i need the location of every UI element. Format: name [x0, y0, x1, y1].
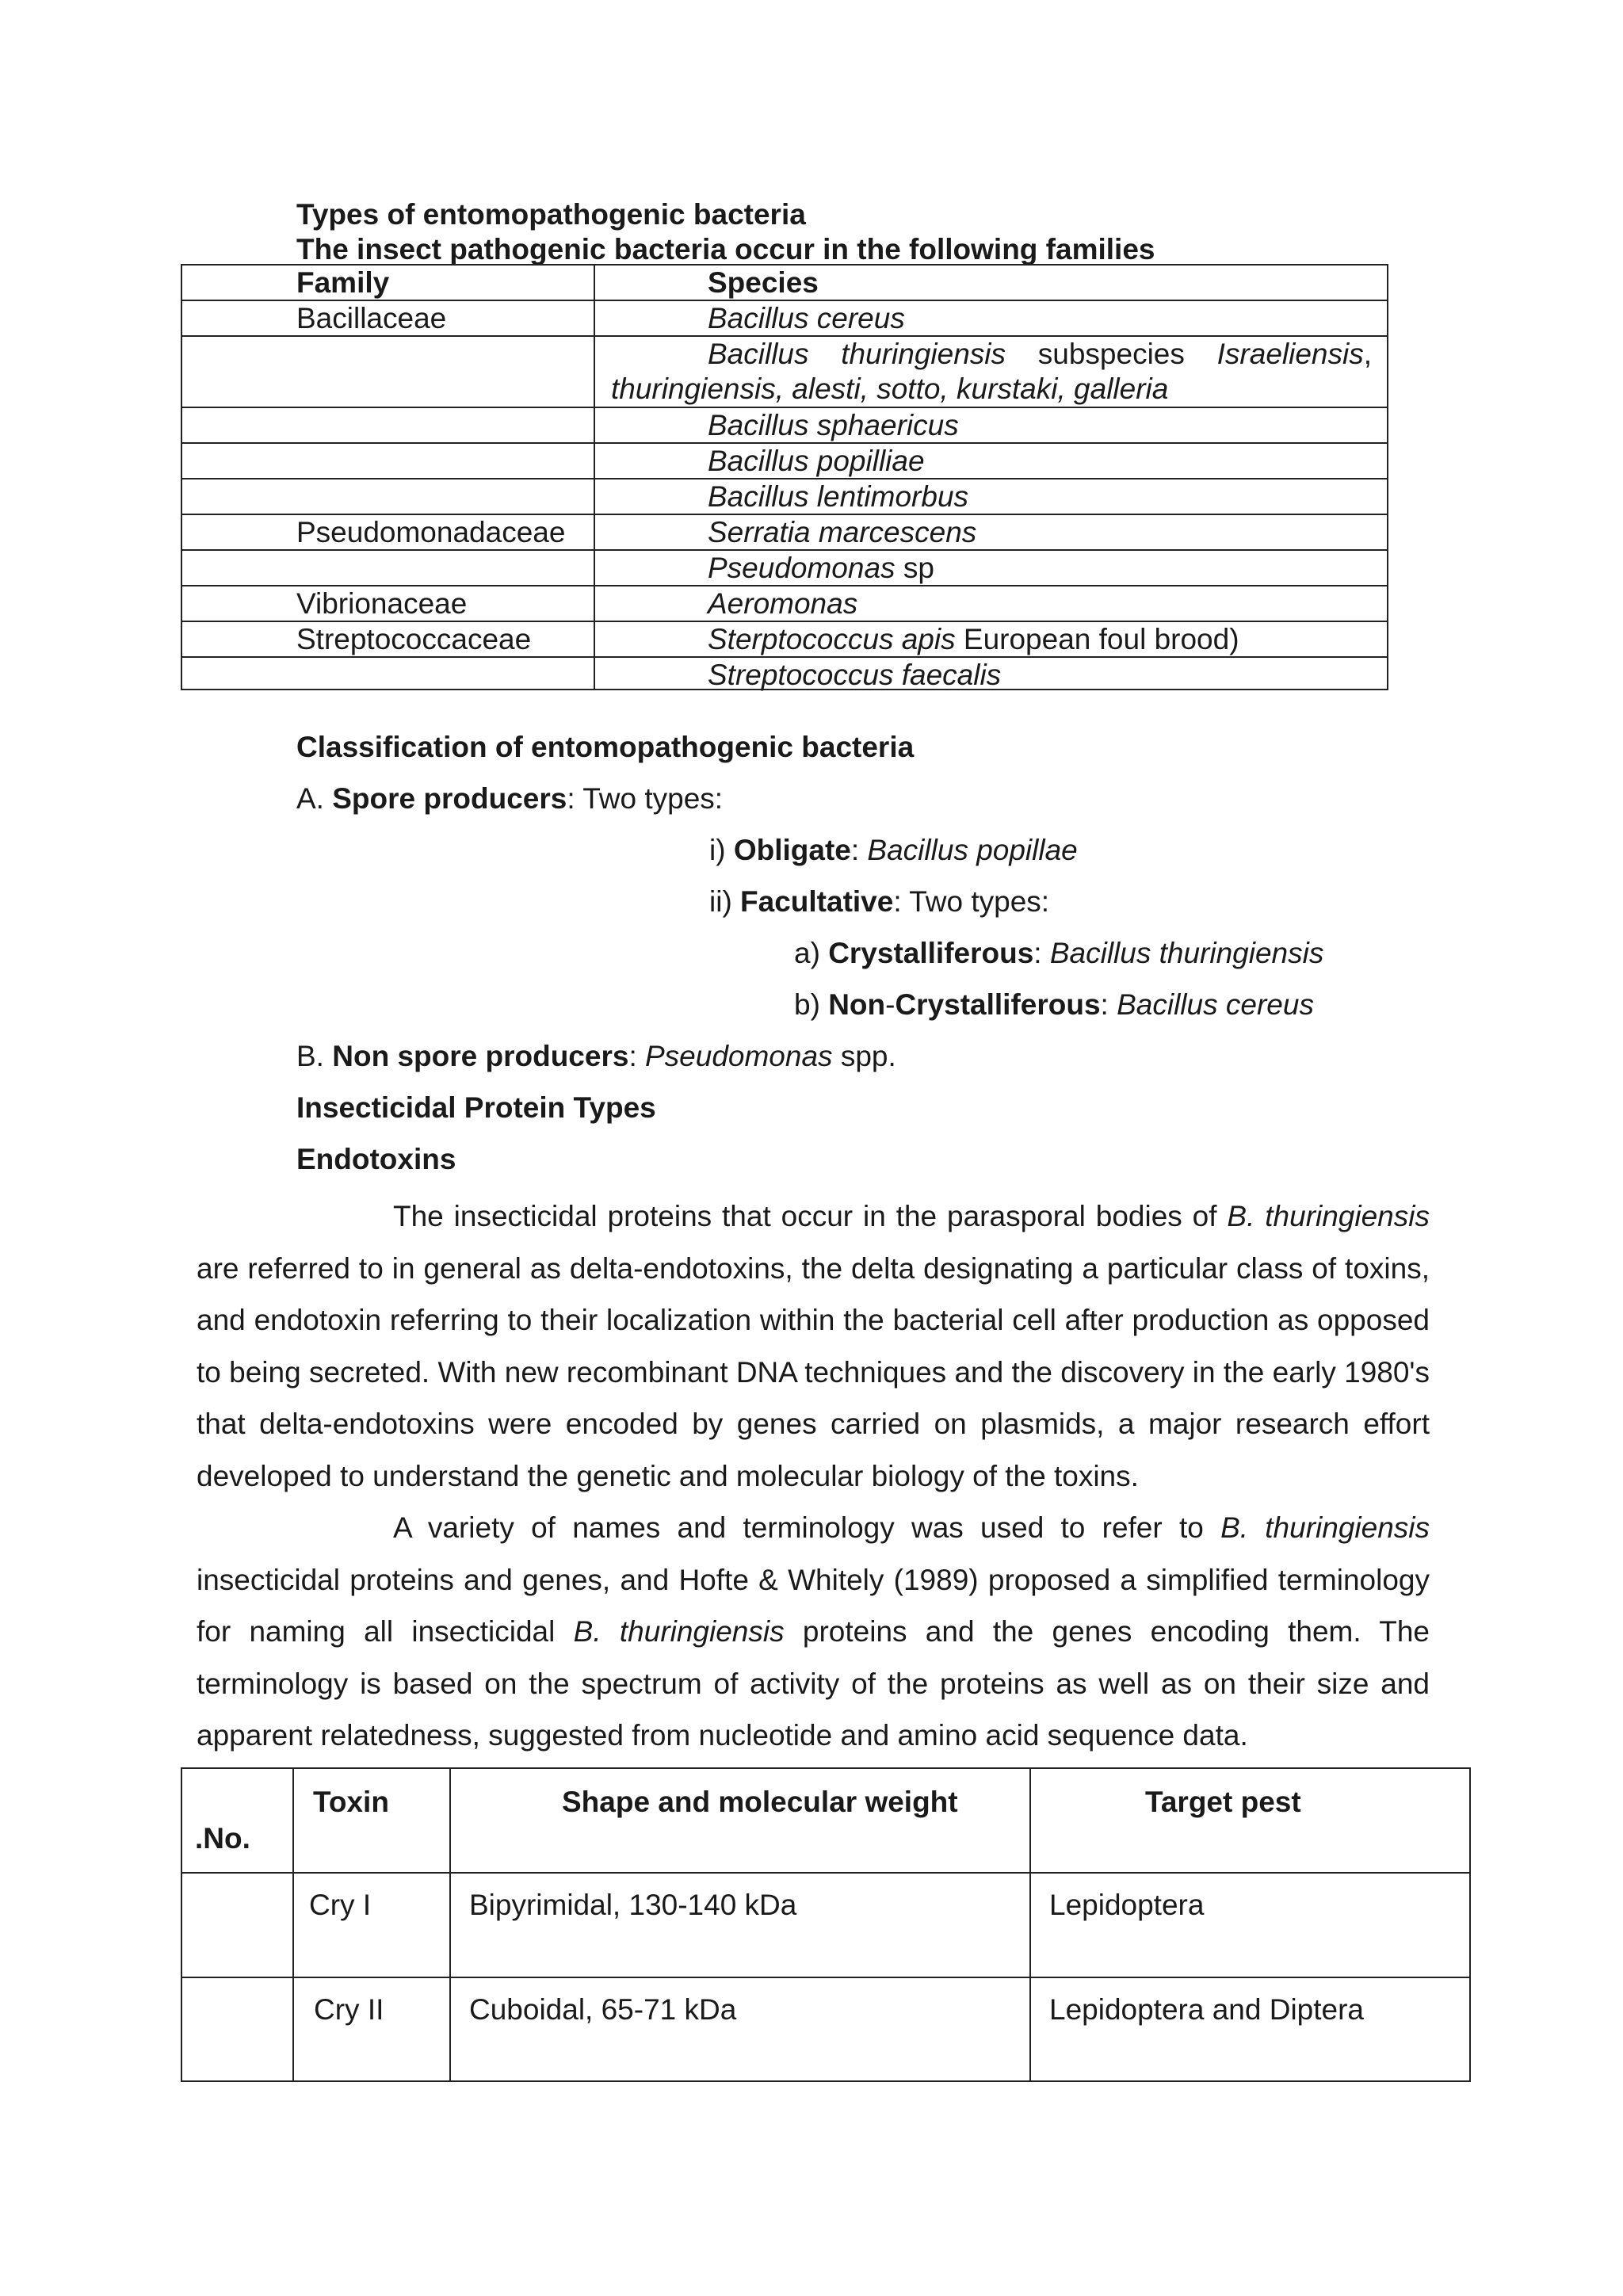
insecticidal-title: Insecticidal Protein Types [296, 1091, 656, 1124]
family-cell: Bacillaceae [296, 302, 447, 334]
table-row [182, 444, 1387, 479]
cell-shape: Cuboidal, 65-71 kDa [469, 1993, 737, 2026]
endotoxins-title: Endotoxins [296, 1143, 456, 1175]
paragraph: A variety of names and terminology was used to refer to B. thuringiensis insecticidal proteins and genes, and Hofte & Whitely (1989) proposed a simplified terminology for naming all insecticidal B. thuringiensis proteins and the genes encoding them. The terminology is based on the spectrum of activity of the proteins as well as on their size and apparent relatedness, suggested from nucleotide and amino acid sequence data. [197, 1511, 1430, 1752]
cell-target: Lepidoptera [1049, 1889, 1205, 1921]
cell-toxin: Cry I [309, 1889, 372, 1921]
species-cell: Aeromonas [708, 587, 858, 620]
cell-shape: Bipyrimidal, 130-140 kDa [469, 1889, 797, 1921]
class-a-ii-b: b) Non-Crystalliferous: Bacillus cereus [794, 988, 1314, 1021]
header-no: .No. [195, 1822, 250, 1855]
class-a-ii-a: a) Crystalliferous: Bacillus thuringiensis [794, 937, 1324, 969]
table-row [182, 622, 1387, 658]
column-divider [449, 1769, 451, 2080]
header-species: Species [708, 266, 819, 299]
table-row [182, 479, 1387, 515]
family-cell: Vibrionaceae [296, 587, 468, 620]
section-subtitle: The insect pathogenic bacteria occur in the following families [296, 233, 1155, 266]
paragraph: The insecticidal proteins that occur in the parasporal bodies of B. thuringiensis are referred to in general as delta-endotoxins, the delta designating a particular class of toxins, and endotoxin referring to their localization within the bacterial cell after production as opposed to being secreted. With new recombinant DNA techniques and the discovery in the early 1980's that delta-endotoxins were encoded by genes carried on plasmids, a major research effort developed to understand the genetic and molecular biology of the toxins. [197, 1200, 1430, 1492]
class-a: A. Spore producers: Two types: [296, 782, 724, 815]
species-genus: Bacillus [708, 338, 809, 370]
class-b: B. Non spore producers: Pseudomonas spp. [296, 1040, 896, 1072]
table-row [182, 658, 1387, 690]
cry-toxin-table [181, 1767, 1471, 2082]
cell-target: Lepidoptera and Diptera [1049, 1993, 1365, 2026]
cell-toxin: Cry II [314, 1993, 384, 2026]
table-row [182, 586, 1387, 622]
species-cell: Bacillus sphaericus [708, 409, 959, 441]
header-shape: Shape and molecular weight [562, 1786, 958, 1818]
species-cell: Bacillus lentimorbus [708, 480, 969, 513]
species-cell [708, 337, 1372, 372]
row-divider [182, 1977, 1469, 1978]
table-row [182, 337, 1387, 408]
species-subspecies-list: thuringiensis, alesti, sotto, kurstaki, galleria [611, 372, 1169, 405]
row-divider [182, 1872, 1469, 1874]
family-cell: Streptococcaceae [296, 623, 532, 655]
table-header-row [182, 266, 1387, 301]
section-title: Types of entomopathogenic bacteria [296, 198, 806, 231]
family-cell: Pseudomonadaceae [296, 516, 566, 548]
class-a-i: i) Obligate: Bacillus popillae [709, 834, 1078, 866]
species-cell: Sterptococcus apis European foul brood) [708, 623, 1239, 655]
header-family: Family [296, 266, 390, 299]
species-cell: Streptococcus faecalis [708, 659, 1002, 691]
subspecies-first: Israeliensis, [1216, 338, 1372, 370]
species-cell: Pseudomonas sp [708, 552, 934, 584]
species-cell: Bacillus popilliae [708, 445, 925, 477]
header-toxin: Toxin [313, 1786, 389, 1818]
table-row [182, 301, 1387, 337]
classification-title: Classification of entomopathogenic bacteria [296, 731, 915, 763]
species-cell: Bacillus cereus [708, 302, 905, 334]
subspecies-label: subspecies [1037, 338, 1185, 370]
class-a-ii: ii) Facultative: Two types: [709, 885, 1050, 918]
column-divider [292, 1769, 294, 2080]
column-divider [1029, 1769, 1031, 2080]
table-row [182, 408, 1387, 444]
species-epithet: thuringiensis [841, 338, 1006, 370]
families-table [181, 264, 1388, 690]
species-cell: Serratia marcescens [708, 516, 977, 548]
table-row [182, 515, 1387, 551]
table-row [182, 551, 1387, 586]
header-target: Target pest [1145, 1786, 1301, 1818]
